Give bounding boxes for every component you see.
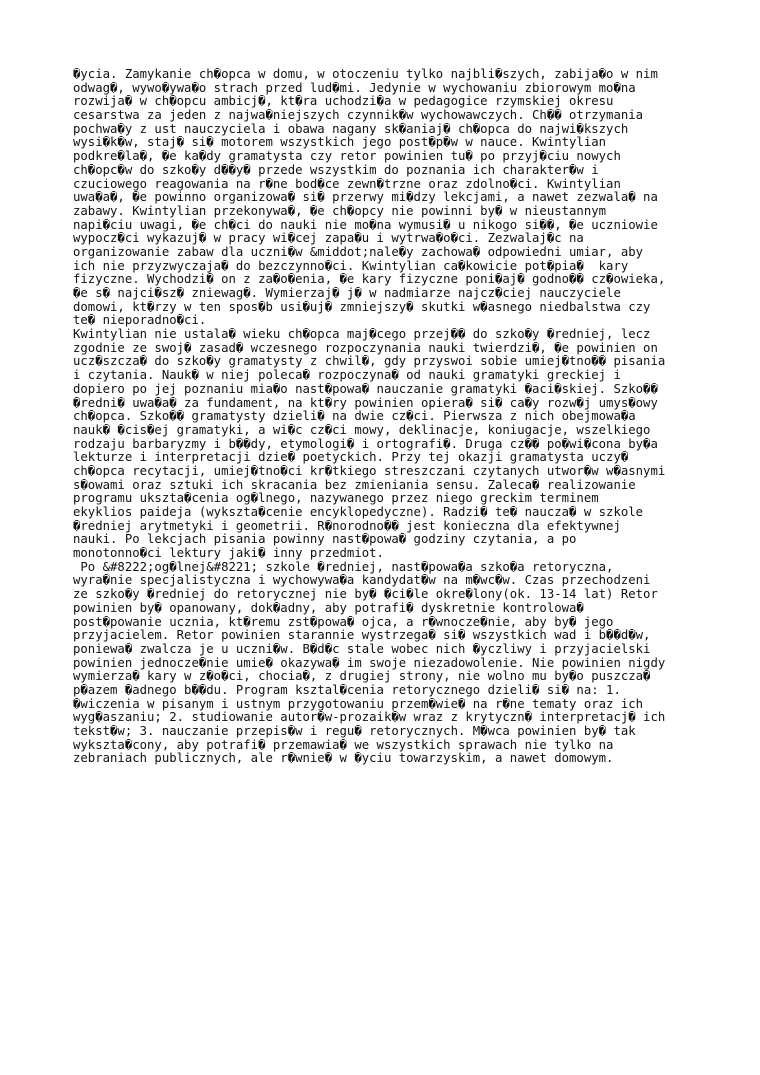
text-line: pochwa�y z ust nauczyciela i obawa nagany sk�aniaj� ch�opca do najwi�kszych bbox=[73, 122, 629, 136]
text-line: odwag�, wywo�ywa�o strach przed lud�mi. Jedynie w wychowaniu zbiorowym mo�na bbox=[73, 81, 636, 95]
text-line: rozwija� w ch�opcu ambicj�, kt�ra uchodzi�a w pedagogice rzymskiej okresu bbox=[73, 95, 614, 109]
text-line: organizowanie zabaw dla uczni�w &middot;nale�y zachowa� odpowiedni umiar, aby bbox=[73, 245, 644, 259]
text-line: ch�opca recytacji, umiej�tno�ci kr�tkiego streszczani czytanych utwor�w w�asnymi bbox=[73, 464, 666, 478]
text-line: cesarstwa za jeden z najwa�niejszych czynnik�w wychowawczych. Ch�� otrzymania bbox=[73, 109, 644, 123]
text-line: �ycia. Zamykanie ch�opca w domu, w otoczeniu tylko najbli�szych, zabija�o w nim bbox=[73, 68, 658, 81]
text-line: zgodnie ze swoj� zasad� wczesnego rozpoczynania nauki twierdzi�, �e powinien on bbox=[73, 341, 658, 355]
text-line: wyg�aszaniu; 2. studiowanie autor�w-prozaik�w wraz z krytyczn� interpretacj� ich bbox=[73, 711, 666, 725]
text-line: nauk� �cis�ej gramatyki, a wi�c cz�ci mowy, deklinacje, koniugacje, wszelkiego bbox=[73, 423, 651, 437]
text-line: ich nie przyzwyczaja� do bezczynno�ci. Kwintylian ca�kowicie pot�pia� kary bbox=[73, 259, 629, 273]
text-line: nauki. Po lekcjach pisania powinny nast�powa� godziny czytania, a po bbox=[73, 533, 577, 547]
text-line: rodzaju barbaryzmy i b��dy, etymologi� i ortografi�. Druga cz�� po�wi�cona by�a bbox=[73, 437, 658, 451]
text-line: poniewa� zwalcza je u uczni�w. B�d�c stale wobec nich �yczliwy i przyjacielski bbox=[73, 642, 651, 656]
text-line: ch�opc�w do szko�y d��y� przede wszystkim do poznania ich charakter�w i bbox=[73, 163, 599, 177]
text-line: uwa�a�, �e powinno organizowa� si� przerwy mi�dzy lekcjami, a nawet zezwala� na bbox=[73, 191, 658, 205]
document-page bbox=[73, 68, 703, 766]
text-line: �redni� uwa�a� za fundament, na kt�ry powinien opiera� si� ca�y rozw�j umys�owy bbox=[73, 396, 658, 410]
text-line: te� nieporadno�ci. bbox=[73, 314, 207, 328]
text-line: podkre�la�, �e ka�dy gramatysta czy retor powinien tu� po przyj�ciu nowych bbox=[73, 150, 621, 164]
text-line: wypocz�ci wykazuj� w pracy wi�cej zapa�u i wytrwa�o�ci. Zezwalaj�c na bbox=[73, 232, 584, 246]
text-line: lekturze i interpretacji dzie� poetyckich. Przy tej okazji gramatysta uczy� bbox=[73, 451, 629, 465]
text-line: ch�opca. Szko�� gramatysty dzieli� na dwie cz�ci. Pierwsza z nich obejmowa�a bbox=[73, 410, 636, 424]
text-line: monotonno�ci lektury jaki� inny przedmiot. bbox=[73, 547, 384, 561]
text-line: zebraniach publicznych, ale r�wnie� w �yciu towarzyskim, a nawet domowym. bbox=[73, 752, 614, 766]
text-line: tekst�w; 3. nauczanie przepis�w i regu� retorycznych. M�wca powinien by� tak bbox=[73, 725, 636, 738]
text-line: i czytania. Nauk� w niej poleca� rozpoczyna� od nauki gramatyki greckiej i bbox=[73, 369, 621, 383]
text-line: Po &#8222;og�lnej&#8221; szkole �redniej, nast�powa�a szko�a retoryczna, bbox=[73, 560, 614, 574]
text-line: napi�ciu uwagi, �e ch�ci do nauki nie mo�na wymusi� u nikogo si��, �e uczniowie bbox=[73, 218, 658, 232]
text-line: ze szko�y �redniej do retorycznej nie by� �ci�le okre�lony(ok. 13-14 lat) Retor bbox=[73, 588, 658, 602]
text-line: �wiczenia w pisanym i ustnym przygotowaniu przem�wie� na r�ne tematy oraz ich bbox=[73, 697, 644, 711]
text-line: Kwintylian nie ustala� wieku ch�opca maj�cego przej�� do szko�y �redniej, lecz bbox=[73, 328, 651, 342]
text-line: wysi�k�w, staj� si� motorem wszystkich jego post�p�w w nauce. Kwintylian bbox=[73, 136, 607, 150]
text-line: post�powanie ucznia, kt�remu zst�powa� ojca, a r�wnocze�nie, aby by� jego bbox=[73, 615, 614, 629]
text-line: zabawy. Kwintylian przekonywa�, �e ch�opcy nie powinni by� w nieustannym bbox=[73, 204, 607, 218]
text-line: dopiero po jej poznaniu mia�o nast�powa� nauczanie gramatyki �aci�skiej. Szko�� bbox=[73, 382, 658, 396]
text-line: powinien by� opanowany, dok�adny, aby potrafi� dyskretnie kontrolowa� bbox=[73, 601, 584, 615]
text-line: wymierza� kary w z�o�ci, chocia�, z drugiej strony, nie wolno mu by�o puszcza� bbox=[73, 670, 651, 684]
text-line: wykszta�cony, aby potrafi� przemawia� we wszystkich sprawach nie tylko na bbox=[73, 738, 614, 752]
text-line: domowi, kt�rzy w ten spos�b usi�uj� zmniejszy� skutki w�asnego niedbalstwa czy bbox=[73, 300, 651, 314]
text-line: wyra�nie specjalistyczna i wychowywa�a kandydat�w na m�wc�w. Czas przechodzeni bbox=[73, 574, 651, 588]
text-line: przyjacielem. Retor powinien starannie wystrzega� si� wszystkich wad i b��d�w, bbox=[73, 629, 651, 643]
text-line: czuciowego reagowania na r�ne bod�ce zewn�trzne oraz zdolno�ci. Kwintylian bbox=[73, 177, 621, 191]
text-line: �e s� najci�sz� zniewag�. Wymierzaj� j� w nadmiarze najcz�ciej nauczyciele bbox=[73, 287, 621, 300]
text-line: ucz�szcza� do szko�y gramatysty z chwil�, gdy przyswoi sobie umiej�tno�� pisania bbox=[73, 355, 666, 369]
text-line: p�azem �adnego b��du. Program ksztal�cenia retorycznego dzieli� si� na: 1. bbox=[73, 683, 621, 697]
text-line: powinien jednocze�nie umie� okazywa� im swoje niezadowolenie. Nie powinien nigdy bbox=[73, 656, 666, 670]
text-line: �redniej arytmetyki i geometrii. R�norodno�� jest konieczna dla efektywnej bbox=[73, 519, 621, 533]
text-line: s�owami oraz sztuki ich skracania bez zmieniania sensu. Zaleca� realizowanie bbox=[73, 478, 636, 492]
text-line: ekyklios paideja (wykszta�cenie encyklopedyczne). Radzi� te� naucza� w szkole bbox=[73, 506, 644, 519]
text-line: fizyczne. Wychodzi� on z za�o�enia, �e kary fizyczne poni�aj� godno�� cz�owieka, bbox=[73, 273, 666, 287]
text-line: programu ukszta�cenia og�lnego, nazywanego przez niego greckim terminem bbox=[73, 492, 599, 506]
